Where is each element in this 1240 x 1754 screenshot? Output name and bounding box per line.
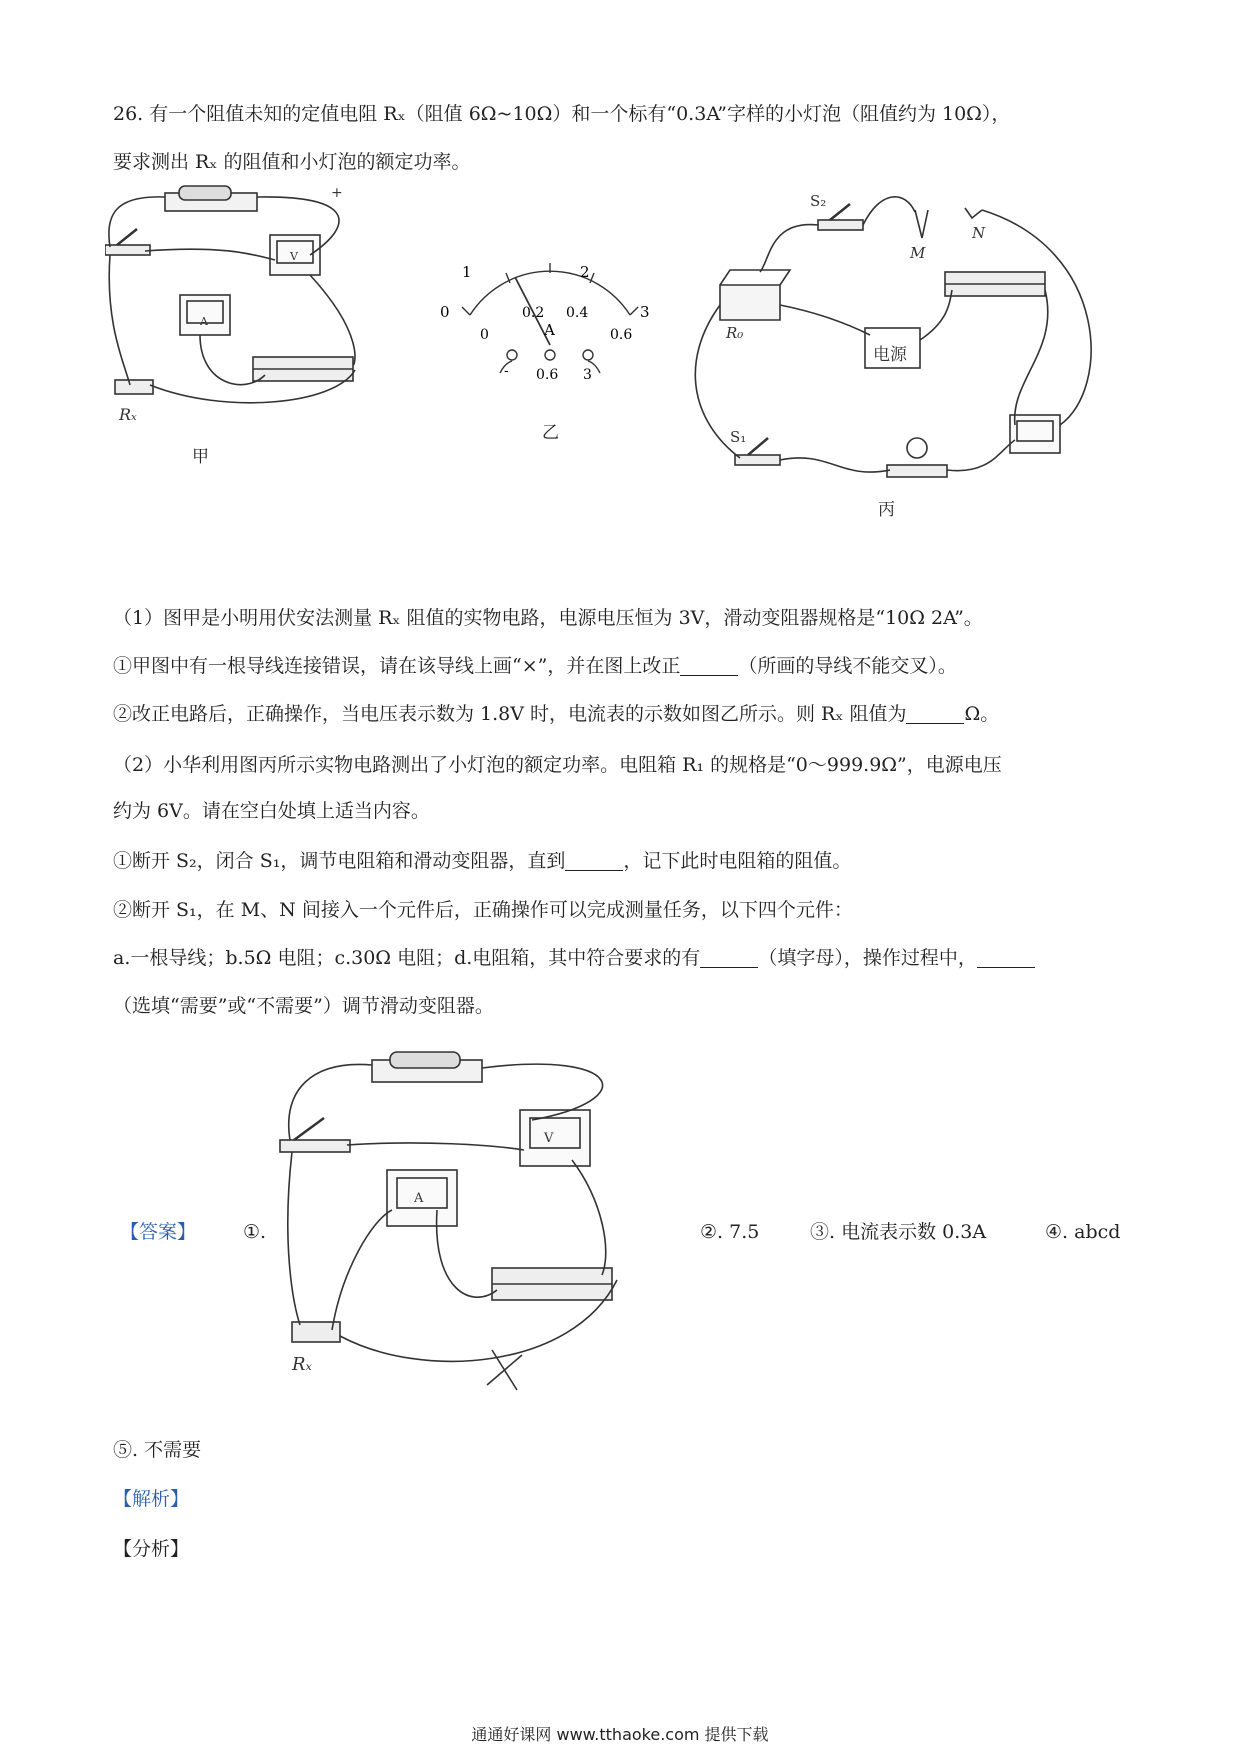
answer-2: ②. 7.5 [700, 1221, 760, 1243]
part1-q1-post: （所画的导线不能交叉）。 [738, 655, 957, 677]
svg-text:+: + [331, 185, 343, 201]
rx-label: Rₓ [119, 405, 137, 424]
m-label: M [910, 244, 926, 262]
dial-unit: A [544, 321, 555, 339]
part2-q3-pre: a.一根导线；b.5Ω 电阻；c.30Ω 电阻；d.电阻箱，其中符合要求的有 [113, 947, 701, 969]
terminal-3: 3 [583, 367, 592, 383]
terminal-06: 0.6 [536, 367, 559, 383]
blank-1[interactable] [680, 655, 738, 676]
answer-4: ④. abcd [1045, 1221, 1121, 1243]
part2-q1-post: ，记下此时电阻箱的阻值。 [623, 850, 852, 872]
source-label: 电源 [873, 345, 907, 365]
svg-text:A: A [200, 315, 208, 328]
caption-jia: 甲 [192, 447, 209, 467]
caption-yi: 乙 [542, 423, 559, 443]
blank-3[interactable] [565, 850, 623, 871]
answer-circuit [272, 1040, 672, 1425]
analysis-jiexi: 【解析】 [113, 1488, 190, 1510]
part1-q1-pre: ①甲图中有一根导线连接错误，请在该导线上画“×”，并在图上改正 [113, 655, 681, 677]
figure-yi [440, 255, 660, 385]
question-line-1: 26. 有一个阻值未知的定值电阻 Rₓ（阻值 6Ω~10Ω）和一个标有“0.3A”字样的小灯泡（阻值约为 10Ω）， [113, 103, 1011, 125]
part2-intro-2: 约为 6V。请在空白处填上适当内容。 [113, 800, 430, 822]
part2-q3-mid: （填字母），操作过程中， [758, 947, 977, 969]
dial-bottom-3: 0.6 [610, 327, 633, 343]
answer-3: ③. 电流表示数 0.3A [810, 1221, 987, 1243]
dial-bottom-2: 0.4 [566, 305, 589, 321]
s2-label: S₂ [810, 192, 827, 210]
blank-4[interactable] [700, 947, 758, 968]
dial-top-2: 2 [580, 263, 590, 281]
answer-label: 【答案】 [120, 1221, 197, 1243]
figure-jia [105, 185, 435, 515]
dial-bottom-1: 0.2 [522, 305, 545, 321]
n-label: N [972, 224, 986, 242]
blank-5[interactable] [977, 947, 1035, 968]
part1-q2-post: Ω。 [964, 703, 1000, 725]
part2-q2: ②断开 S₁，在 M、N 间接入一个元件后，正确操作可以完成测量任务，以下四个元件： [113, 899, 853, 921]
answer-rx-label: Rₓ [292, 1354, 312, 1375]
part2-q1-pre: ①断开 S₂，闭合 S₁，调节电阻箱和滑动变阻器，直到 [113, 850, 566, 872]
part2-intro-1: （2）小华利用图丙所示实物电路测出了小灯泡的额定功率。电阻箱 R₁ 的规格是“0～999.9Ω”，电源电压 [113, 754, 1002, 776]
svg-text:A: A [414, 1191, 424, 1206]
page-footer: 通通好课网 www.tthaoke.com 提供下载 [471, 1725, 769, 1744]
part1-q1 [113, 652, 957, 680]
part1-intro: （1）图甲是小明用伏安法测量 Rₓ 阻值的实物电路，电源电压恒为 3V，滑动变阻器规格是“10Ω 2A”。 [113, 607, 983, 629]
dial-top-0: 0 [440, 303, 450, 321]
part2-q1 [113, 847, 851, 875]
svg-text:V: V [544, 1131, 554, 1146]
terminal-neg: - [504, 363, 509, 379]
part2-q3 [113, 944, 1035, 972]
question-line-2: 要求测出 Rₓ 的阻值和小灯泡的额定功率。 [113, 151, 471, 173]
blank-2[interactable] [906, 703, 964, 724]
dial-bottom-0: 0 [480, 327, 489, 343]
dial-top-1: 1 [462, 263, 472, 281]
part1-q2 [113, 700, 999, 728]
figure-bing [690, 190, 1140, 520]
part1-q2-pre: ②改正电路后，正确操作，当电压表示数为 1.8V 时，电流表的示数如图乙所示。则 Rₓ 阻值为 [113, 703, 907, 725]
part2-q4: （选填“需要”或“不需要”）调节滑动变阻器。 [113, 995, 494, 1017]
caption-bing: 丙 [878, 500, 895, 520]
svg-text:V: V [290, 250, 298, 263]
s1-label: S₁ [730, 428, 747, 446]
dial-top-3: 3 [640, 303, 650, 321]
answer-5: ⑤. 不需要 [113, 1439, 202, 1461]
answer-1: ①. [243, 1221, 267, 1243]
analysis-fenxi: 【分析】 [113, 1538, 190, 1560]
r0-label: R₀ [726, 324, 744, 342]
